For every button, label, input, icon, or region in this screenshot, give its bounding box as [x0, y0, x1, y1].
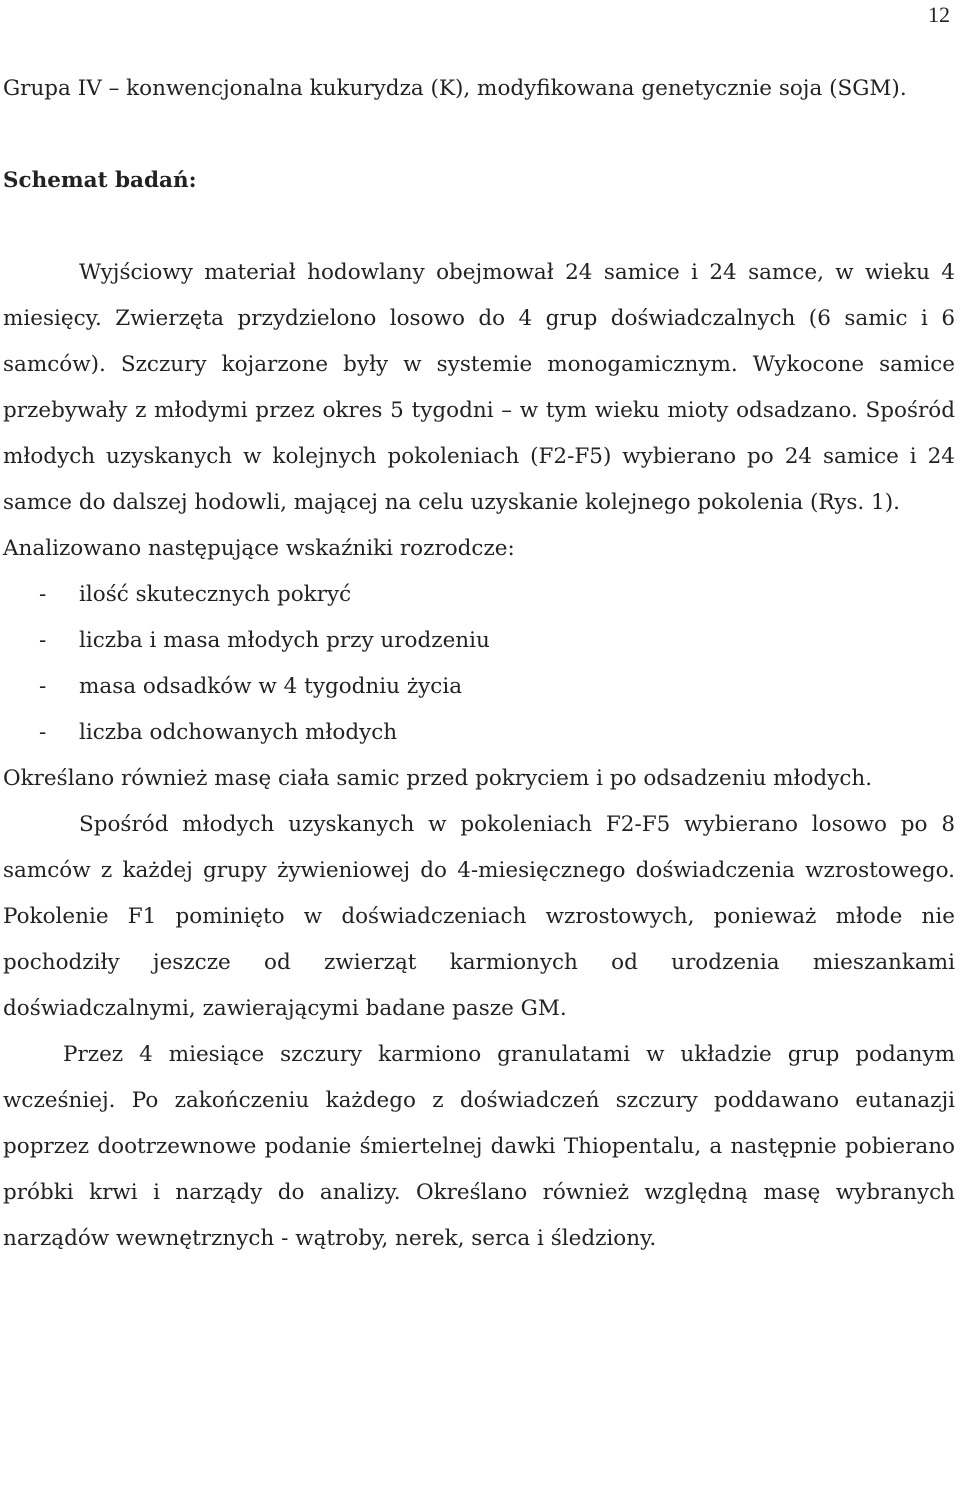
list-item — [3, 710, 955, 756]
list-item-text: liczba i masa młodych przy urodzeniu — [79, 628, 490, 653]
section-heading: Schemat badań: — [3, 168, 197, 193]
list-item — [3, 618, 955, 664]
list-item-text: ilość skutecznych pokryć — [79, 582, 352, 607]
body-mass-paragraph: Określano również masę ciała samic przed pokryciem i po odsadzeniu młodych. — [3, 766, 873, 791]
list-dash: - — [39, 582, 47, 607]
growth-experiment-paragraph: Spośród młodych uzyskanych w pokoleniach F2-F5 wybierano losowo po 8 samców z każdej grupy żywieniowej do 4-miesięcznego doświadczenia wzrostowego. Pokolenie F1 pominięto w doświadczeniach wzrostowych, ponieważ młode nie pochodziły jeszcze od zwierząt karmionych od urodzenia mieszankami doświadczalnymi, zawierającymi badane pasze GM. — [3, 812, 955, 1021]
list-item-text: masa odsadków w 4 tygodniu życia — [79, 674, 463, 699]
feeding-euthanasia-paragraph: Przez 4 miesiące szczury karmiono granulatami w układzie grup podanym wcześniej. Po zakończeniu każdego z doświadczeń szczury poddawano eutanazji poprzez dootrzewnowe podanie śmiertelnej dawki Thiopentalu, a następnie pobierano próbki krwi i narządy do analizy. Określano również względną masę wybranych narządów wewnętrznych - wątroby, nerek, serca i śledziony. — [3, 1042, 955, 1251]
list-item — [3, 572, 955, 618]
list-dash: - — [39, 628, 47, 653]
list-item-text: liczba odchowanych młodych — [79, 720, 398, 745]
document-body — [3, 66, 955, 1262]
list-dash: - — [39, 674, 47, 699]
study-design-paragraph: Wyjściowy materiał hodowlany obejmował 24 samice i 24 samce, w wieku 4 miesięcy. Zwierzęta przydzielono losowo do 4 grup doświadczalnych (6 samic i 6 samców). Szczury kojarzone były w systemie monogamicznym. Wykocone samice przebywały z młodymi przez okres 5 tygodni – w tym wieku mioty odsadzano. Spośród młodych uzyskanych w kolejnych pokoleniach (F2-F5) wybierano po 24 samice i 24 samce do dalszej hodowli, mającej na celu uzyskanie kolejnego pokolenia (Rys. 1). — [3, 260, 955, 515]
page-number: 12 — [928, 2, 950, 27]
list-dash: - — [39, 720, 47, 745]
reproductive-indicators-list — [3, 572, 955, 756]
list-item — [3, 664, 955, 710]
group-iv-paragraph: Grupa IV – konwencjonalna kukurydza (K), modyfikowana genetycznie soja (SGM). — [3, 76, 907, 101]
analyzed-indicators-intro: Analizowano następujące wskaźniki rozrodcze: — [3, 536, 515, 561]
